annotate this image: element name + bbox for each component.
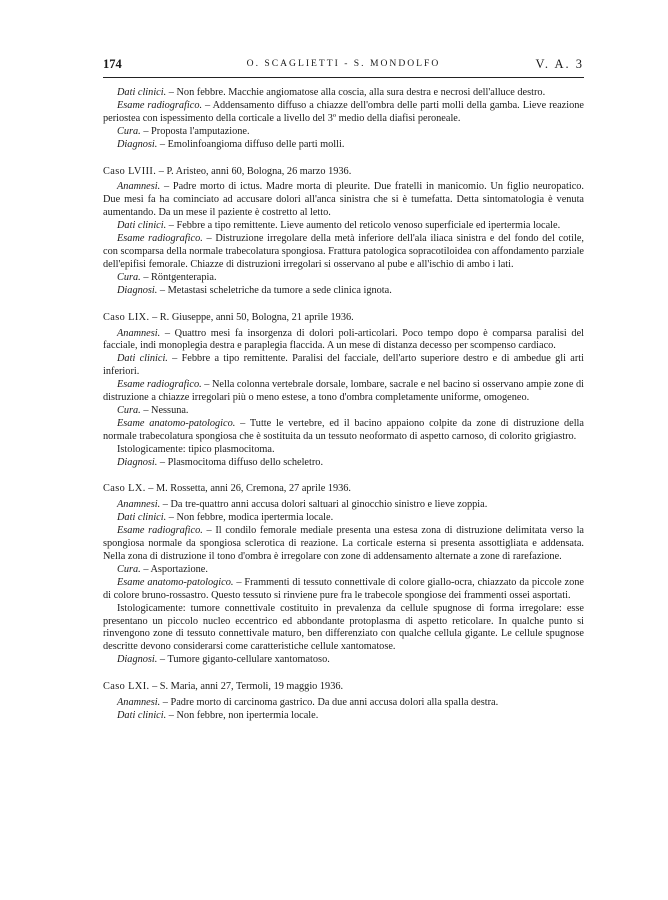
- paragraph-diagnosi: Diagnosi. – Metastasi scheletriche da tumore a sede clinica ignota.: [117, 284, 392, 296]
- case-heading: Caso LIX. – R. Giuseppe, anni 50, Bologna, 21 aprile 1936.: [103, 311, 354, 323]
- paragraph-dati-clinici: Dati clinici. – Non febbre. Macchie angiomatose alla coscia, alla sura destra e necrosi dell'alluce destro.: [117, 87, 546, 98]
- case-heading: Caso LX. – M. Rossetta, anni 26, Cremona, 27 aprile 1936.: [103, 483, 352, 495]
- paragraph-anamnesi: Anamnesi. – Padre morto di carcinoma gastrico. Da due anni accusa dolori alla spalla destra.: [117, 697, 499, 709]
- page-number: 174: [103, 57, 122, 71]
- page-body: [103, 87, 584, 723]
- paragraph-dati-clinici: Dati clinici. – Febbre a tipo remittente. Lieve aumento del reticolo venoso superficiale ed ipertermia locale.: [117, 220, 561, 232]
- case-heading: Caso LXI. – S. Maria, anni 27, Termoli, 19 maggio 1936.: [103, 681, 344, 693]
- paragraph-diagnosi: Diagnosi. – Emolinfoangioma diffuso delle parti molli.: [117, 138, 345, 150]
- paragraph-cura: Cura. – Nessuna.: [117, 404, 189, 416]
- paragraph-dati-clinici: Dati clinici. – Non febbre, modica ipertermia locale.: [117, 512, 334, 524]
- paragraph-esame-anatomo-patologico: Esame anatomo-patologico. – Tutte le vertebre, ed il bacino appaiono colpite da zone di distruzione della normale trabecolatura spongiosa che è sostituita da un tessuto neoformato di aspetto carnoso, di colorito grigiastro.: [103, 417, 584, 442]
- running-title: O. SCAGLIETTI - S. MONDOLFO: [246, 58, 441, 69]
- paragraph-dati-clinici: Dati clinici. – Febbre a tipo remittente. Paralisi del facciale, dell'arto superiore destro e di ambedue gli arti inferiori.: [103, 353, 584, 378]
- paragraph-esame-radiografico: Esame radiografico. – Distruzione irregolare della metà inferiore dell'ala iliaca sinistra e del fondo del cotile, con scomparsa della normale trabecolatura spongiosa. Frattura patologica sopracotiloidea con affondamento parziale dell'epifisi femorale. Chiazze di distruzioni irregolari si osservano al pube e all'ischio di ambo i lati.: [103, 233, 584, 270]
- section-label: V. A. 3: [535, 57, 584, 71]
- paragraph-anamnesi: Anamnesi. – Da tre-quattro anni accusa dolori saltuari al ginocchio sinistro e lieve zoppia.: [117, 499, 488, 511]
- paragraph-istologia: Istologicamente: tumore connettivale costituito in prevalenza da cellule spugnose di forma irregolare: esse presentano un piccolo nucleo eccentrico ed abbondante protoplasma di aspetto reticolare. In qualche punto si rinvengono zone di tessuto connettivale maturo, ben differenziato con qualche cellula gigante. Le cellule spugnose descritte devono considerarsi come caratteristiche cellule xantomatose.: [103, 602, 584, 653]
- paragraph-istologia: Istologicamente: tipico plasmocitoma.: [117, 443, 275, 455]
- paragraph-anamnesi: Anamnesi. – Quattro mesi fa insorgenza di dolori poli-articolari. Poco tempo dopo è comparsa paralisi del facciale, indi monoplegia destra e paraplegia flaccida. A un mese di distanza decesso per scompenso cardiaco.: [103, 327, 584, 352]
- header-rule: [103, 77, 584, 78]
- paragraph-diagnosi: Diagnosi. – Tumore giganto-cellulare xantomatoso.: [117, 654, 330, 666]
- case-heading: Caso LVIII. – P. Aristeo, anni 60, Bologna, 26 marzo 1936.: [103, 165, 352, 177]
- running-header: [103, 57, 584, 75]
- paragraph-dati-clinici: Dati clinici. – Non febbre, non ipertermia locale.: [117, 709, 319, 721]
- paragraph-esame-radiografico: Esame radiografico. – Addensamento diffuso a chiazze dell'ombra delle parti molli della gamba. Lieve reazione periostea con ispessimento della corticale a livello del 3º medio della diafisi peroneale.: [103, 99, 584, 124]
- paragraph-esame-radiografico: Esame radiografico. – Nella colonna vertebrale dorsale, lombare, sacrale e nel bacino si osservano ampie zone di distruzione a chiazze irregolari più o meno estese, a tono d'ombra completamente uniforme, omogeneo.: [103, 379, 584, 404]
- paragraph-diagnosi: Diagnosi. – Plasmocitoma diffuso dello scheletro.: [117, 456, 324, 468]
- paragraph-cura: Cura. – Proposta l'amputazione.: [117, 125, 250, 137]
- paragraph-anamnesi: Anamnesi. – Padre morto di ictus. Madre morta di pleurite. Due fratelli in manicomio. Un figlio neuropatico. Due mesi fa ha cominciato ad accusare dolori all'anca sinistra che si è tumefatta. Detta sintomatologia è venuta aumentando. Da un mese il paziente è costretto al letto.: [103, 181, 584, 219]
- paragraph-esame-radiografico: Esame radiografico. – Il condilo femorale mediale presenta una estesa zona di distruzione delimitata verso la spongiosa normale da spongiosa sclerotica di reazione. La corticale esterna si presenta assottigliata e addensata. Nella zona di distruzione il tono d'ombra è irregolare con zone di addensamento alternate a zone di rarefazione.: [103, 525, 584, 562]
- paragraph-cura: Cura. – Röntgenterapia.: [117, 271, 217, 283]
- paragraph-cura: Cura. – Asportazione.: [117, 563, 208, 575]
- paragraph-esame-anatomo-patologico: Esame anatomo-patologico. – Frammenti di tessuto connettivale di colore giallo-ocra, chiazzato da piccole zone di colore bruno-rossastro. Questo tessuto si rinviene pure fra le trabecole spongiose dei frammenti ossei asportati.: [103, 576, 584, 601]
